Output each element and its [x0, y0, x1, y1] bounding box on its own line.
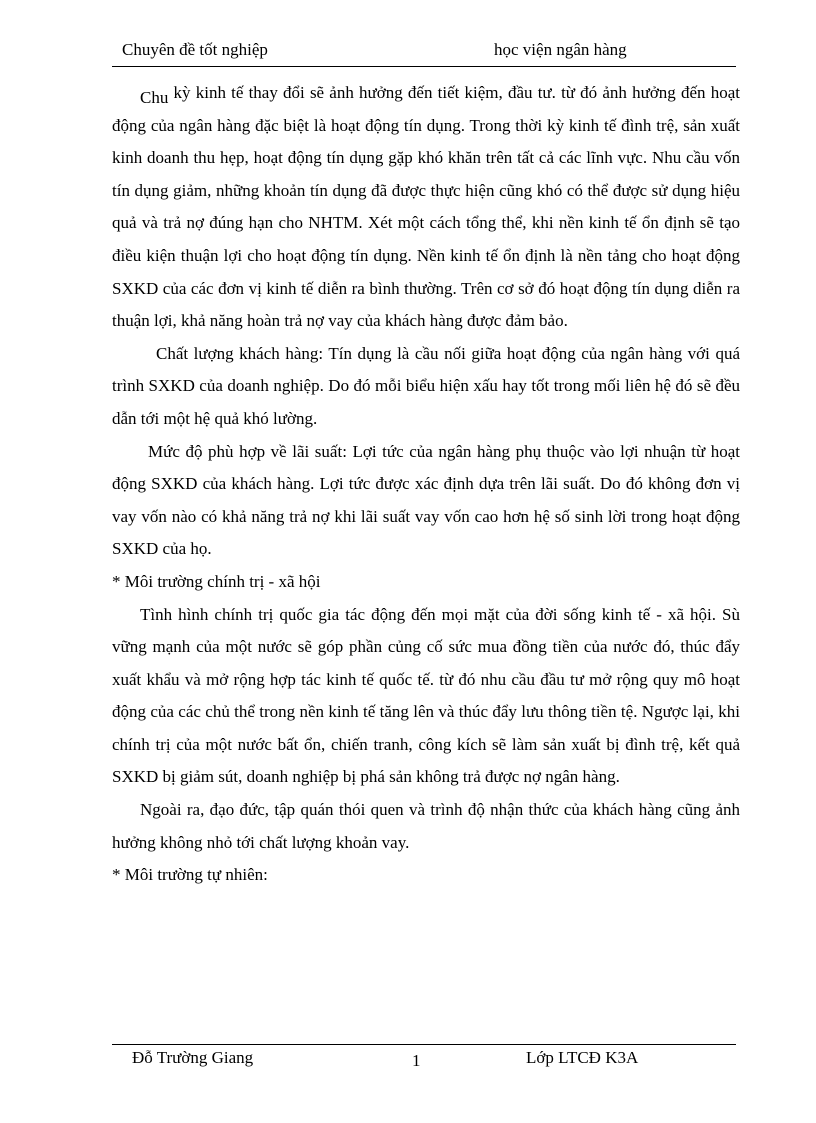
document-body — [112, 77, 740, 892]
heading-political-environment: * Môi trường chính trị - xã hội — [112, 571, 321, 591]
paragraph-customer-ethics: Ngoài ra, đạo đức, tập quán thói quen và trình độ nhận thức của khách hàng cũng ảnh hưởng không nhỏ tới chất lượng khoản vay. — [112, 800, 740, 852]
paragraph-political-situation: Tình hình chính trị quốc gia tác động đến mọi mặt của đời sống kinh tế - xã hội. Sù vững mạnh của một nước sẽ góp phần củng cố sức mua đồng tiền của nước đó, thúc đẩy xuất khẩu và mở rộng hợp tác kinh tế quốc tế. từ đó nhu cầu đầu tư mở rộng quy mô hoạt động của các chủ thể trong nền kinh tế tăng lên và thúc đẩy lưu thông tiền tệ. Ngược lại, khi chính trị của một nước bất ổn, chiến tranh, công kích sẽ làm sản xuất bị đình trệ, kết quả SXKD bị giảm sút, doanh nghiệp bị phá sản không trả được nợ ngân hàng. — [112, 604, 740, 787]
paragraph-text: kỳ kinh tế thay đổi sẽ ảnh hưởng đến tiết kiệm, đầu tư. từ đó ảnh hưởng đến hoạt động của ngân hàng đặc biệt là hoạt động tín dụng. Trong thời kỳ kinh tế đình trệ, sản xuất kinh doanh thu hẹp, hoạt động tín dụng gặp khó khăn trên tất cả các lĩnh vực. Nhu cầu vốn tín dụng giảm, những khoản tín dụng đã được thực hiện cũng khó có thể được sử dụng hiệu quả và trả nợ đúng hạn cho NHTM. Xét một cách tổng thể, khi nền kinh tế ổn định sẽ tạo điều kiện thuận lợi cho hoạt động tín dụng. Nền kinh tế ổn định là nền tảng cho hoạt động SXKD của các đơn vị kinh tế diễn ra bình thường. Trên cơ sở đó hoạt động tín dụng diễn ra thuận lợi, khả năng hoàn trả nợ vay của khách hàng được đảm bảo. — [112, 83, 740, 331]
paragraph-interest-rate: Mức độ phù hợp về lãi suất: Lợi tức của ngân hàng phụ thuộc vào lợi nhuận từ hoạt động SXKD của khách hàng. Lợi tức được xác định dựa trên lãi suất. Do đó không đơn vị vay vốn nào có khả năng trả nợ khi lãi suất vay vốn cao hơn hệ số sinh lời trong hoạt động SXKD của họ. — [112, 441, 740, 559]
header-institution: học viện ngân hàng — [494, 40, 627, 59]
paragraph-lead-word: Chu — [140, 88, 169, 107]
footer-author: Đỗ Trường Giang — [132, 1048, 254, 1067]
footer-page-number: 1 — [412, 1051, 421, 1070]
heading-natural-environment: * Môi trường tự nhiên: — [112, 865, 268, 885]
page-header — [112, 38, 736, 67]
footer-class: Lớp LTCĐ K3A — [526, 1048, 639, 1067]
paragraph-customer-quality: Chất lượng khách hàng: Tín dụng là cầu nối giữa hoạt động của ngân hàng với quá trình SXKD của doanh nghiệp. Do đó mỗi biểu hiện xấu hay tốt trong mối liên hệ đó sẽ đều dẫn tới một hệ quả khó lường. — [112, 343, 740, 428]
page-footer — [112, 1044, 736, 1075]
header-title: Chuyên đề tốt nghiệp — [122, 40, 268, 59]
paragraph-economic-cycle — [112, 77, 740, 338]
